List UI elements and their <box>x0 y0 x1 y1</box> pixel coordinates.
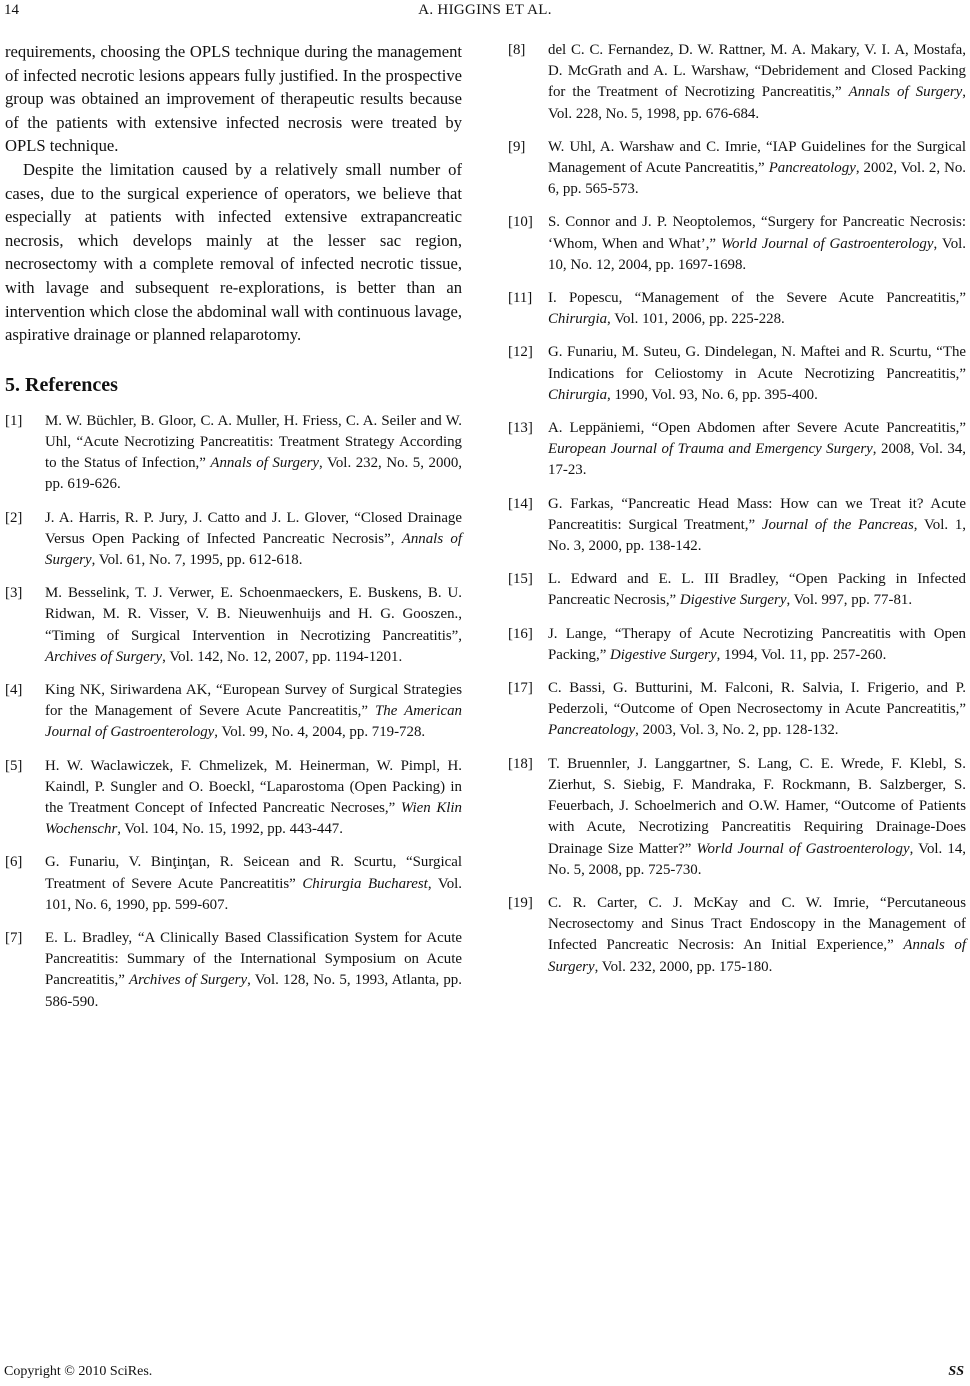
reference-item <box>508 569 966 611</box>
journal-title: Archives of Surgery <box>45 648 163 665</box>
reference-text: King NK, Siriwardena AK, “European Survey of Surgical Strategies for the Management of Severe Acute Pancreatitis,” The American Journal of Gastroenterology, Vol. 99, No. 4, 2004, pp. 719-728. <box>45 681 462 741</box>
reference-number: [18] <box>508 755 533 772</box>
reference-text: G. Farkas, “Pancreatic Head Mass: How can we Treat it? Acute Pancreatitis: Surgical Treatment,” Journal of the Pancreas, Vol. 1, No. 3, 2000, pp. 138-142. <box>548 495 966 555</box>
reference-item <box>508 137 966 201</box>
journal-title: Chirurgia Bucharest <box>302 875 428 892</box>
page-number: 14 <box>4 2 19 18</box>
reference-text: G. Funariu, V. Binţinţan, R. Seicean and R. Scurtu, “Surgical Treatment of Severe Acute Pancreatitis” Chirurgia Bucharest, Vol. 101, No. 6, 1990, pp. 599-607. <box>45 854 462 913</box>
journal-title: Journal of the Pancreas <box>761 516 914 533</box>
reference-text: del C. C. Fernandez, D. W. Rattner, M. A. Makary, V. I. A, Mostafa, D. McGrath and A. L. Warshaw, “Debridement and Closed Packing for the Treatment of Necrotizing Pancreatitis,” Annals of Surgery, Vol. 228, No. 5, 1998, pp. 676-684. <box>548 42 966 122</box>
reference-number: [13] <box>508 420 533 437</box>
reference-number: [1] <box>5 412 23 429</box>
journal-title: World Journal of Gastroenterology <box>720 235 934 252</box>
journal-title: Wien Klin Wochenschr <box>45 799 462 838</box>
reference-text: A. Leppäniemi, “Open Abdomen after Severe Acute Pancreatitis,” European Journal of Trauma and Emergency Surgery, 2008, Vol. 34, 17-23. <box>548 420 966 479</box>
journal-abbreviation: SS <box>948 1364 964 1379</box>
reference-item <box>508 342 966 406</box>
reference-item <box>508 40 966 125</box>
reference-item <box>5 508 462 572</box>
reference-item <box>5 928 462 1013</box>
journal-title: Archives of Surgery <box>128 972 248 989</box>
reference-number: [10] <box>508 214 533 231</box>
reference-item <box>5 680 462 744</box>
reference-item <box>508 754 966 881</box>
reference-number: [17] <box>508 680 533 697</box>
journal-title: Chirurgia <box>548 311 608 328</box>
journal-title: World Journal of Gastroenterology <box>696 840 910 857</box>
reference-number: [7] <box>5 929 23 946</box>
reference-item <box>508 893 966 978</box>
body-paragraph: Despite the limitation caused by a relatively small number of cases, due to the surgical experience of operators, we believe that especially at patients with infected extensive extrapancreatic necrosis, which develops mainly at the lesser sac region, necrosectomy with a complete removal of infected necrotic tissue, with lavage and subsequent re-explorations, is better than an intervention which close the abdominal wall with continuous lavage, aspirative drainage or planned relaparotomy. <box>5 159 462 345</box>
reference-item <box>508 624 966 666</box>
page-header <box>0 0 970 26</box>
reference-number: [16] <box>508 625 533 642</box>
reference-text: G. Funariu, M. Suteu, G. Dindelegan, N. Maftei and R. Scurtu, “The Indications for Celiostomy in Acute Necrotizing Pancreatitis,” Chirurgia, 1990, Vol. 93, No. 6, pp. 395-400. <box>548 344 966 403</box>
reference-number: [11] <box>508 290 533 307</box>
reference-number: [3] <box>5 585 23 602</box>
reference-number: [2] <box>5 509 23 526</box>
reference-item <box>5 583 462 668</box>
reference-item <box>508 494 966 558</box>
reference-text: H. W. Waclawiczek, F. Chmelizek, M. Heinerman, W. Pimpl, H. Kaindl, P. Sungler and O. Boeckl, “Laparostoma (Open Packing) in the Treatment Concept of Infected Pancreatic Necroses,” Wien Klin Wochenschr, Vol. 104, No. 15, 1992, pp. 443-447. <box>45 757 462 838</box>
journal-title: Chirurgia <box>548 386 608 403</box>
reference-text: S. Connor and J. P. Neoptolemos, “Surgery for Pancreatic Necrosis: ‘Whom, When and What’,” World Journal of Gastroenterology, Vol. 10, No. 12, 2004, pp. 1697-1698. <box>548 214 967 273</box>
reference-number: [12] <box>508 344 533 361</box>
reference-number: [19] <box>508 894 533 911</box>
body-paragraph: requirements, choosing the OPLS technique during the management of infected necrotic lesions appears fully justified. In the prospective group was obtained an improvement of therapeutic results because of the patients with extensive infected necrosis were treated by OPLS technique. <box>5 42 462 156</box>
reference-number: [14] <box>508 495 533 512</box>
journal-title: Annals of Surgery <box>45 530 463 568</box>
copyright-notice: Copyright © 2010 SciRes. <box>4 1364 153 1379</box>
reference-list-left <box>5 411 462 1013</box>
right-column <box>508 40 966 990</box>
reference-list-right <box>508 40 966 978</box>
reference-text: T. Bruennler, J. Langgartner, S. Lang, C. E. Wrede, F. Klebl, S. Zierhut, S. Siebig, F. Mandraka, F. Rockmann, B. Salzberger, S. Feuerbach, J. Schoelmerich and O.W. Hamer, “Outcome of Patients with Acute, Necrotizing Pancreatitis Requiring Drainage-Does Drainage Size Matter?” World Journal of Gastroenterology, Vol. 14, No. 5, 2008, pp. 725-730. <box>548 755 967 878</box>
reference-item <box>5 756 462 841</box>
reference-text: J. Lange, “Therapy of Acute Necrotizing Pancreatitis with Open Packing,” Digestive Surgery, 1994, Vol. 11, pp. 257-260. <box>548 625 966 663</box>
reference-text: W. Uhl, A. Warshaw and C. Imrie, “IAP Guidelines for the Surgical Management of Acute Pancreatitis,” Pancreatology, 2002, Vol. 2, No. 6, pp. 565-573. <box>548 138 967 198</box>
reference-number: [4] <box>5 681 23 698</box>
reference-number: [5] <box>5 757 23 774</box>
reference-item <box>508 212 966 276</box>
running-title: A. HIGGINS ET AL. <box>418 2 552 18</box>
reference-text: L. Edward and E. L. III Bradley, “Open Packing in Infected Pancreatic Necrosis,” Digestive Surgery, Vol. 997, pp. 77-81. <box>548 571 966 609</box>
journal-title: Annals of Surgery <box>210 455 320 472</box>
reference-text: E. L. Bradley, “A Clinically Based Classification System for Acute Pancreatitis: Summary of the International Symposium on Acute Pancreatitis,” Archives of Surgery, Vol. 128, No. 5, 1993, Atlanta, pp. 586-590. <box>45 929 462 1010</box>
section-title: 5. References <box>5 373 118 396</box>
journal-title: Digestive Surgery <box>679 592 787 609</box>
reference-text: J. A. Harris, R. P. Jury, J. Catto and J. L. Glover, “Closed Drainage Versus Open Packing of Infected Pancreatic Necrosis”, Annals of Surgery, Vol. 61, No. 7, 1995, pp. 612-618. <box>45 509 463 568</box>
journal-title: Annals of Surgery <box>848 84 963 101</box>
reference-item <box>508 288 966 330</box>
reference-text: I. Popescu, “Management of the Severe Acute Pancreatitis,” Chirurgia, Vol. 101, 2006, pp. 225-228. <box>548 290 966 328</box>
journal-title: The American Journal of Gastroenterology <box>45 703 462 741</box>
reference-item <box>508 418 966 482</box>
left-column <box>5 40 462 1025</box>
journal-title: Pancreatology <box>768 160 856 177</box>
reference-item <box>508 678 966 742</box>
reference-text: C. Bassi, G. Butturini, M. Falconi, R. Salvia, I. Frigerio, and P. Pederzoli, “Outcome of Open Necrosectomy in Acute Pancreatitis,” Pancreatology, 2003, Vol. 3, No. 2, pp. 128-132. <box>548 680 966 739</box>
reference-number: [15] <box>508 571 533 588</box>
reference-text: C. R. Carter, C. J. McKay and C. W. Imrie, “Percutaneous Necrosectomy and Sinus Tract Endoscopy in the Management of Infected Pancreatic Necrosis: An Initial Experience,” Annals of Surgery, Vol. 232, 2000, pp. 175-180. <box>548 894 967 975</box>
journal-title: Pancreatology <box>548 722 636 739</box>
journal-title: European Journal of Trauma and Emergency Surgery <box>548 441 873 458</box>
journal-title: Digestive Surgery <box>610 646 717 663</box>
reference-text: M. W. Büchler, B. Gloor, C. A. Muller, H. Friess, C. A. Seiler and W. Uhl, “Acute Necrotizing Pancreatitis: Treatment Strategy According to the Status of Infection,” Annals of Surgery, Vol. 232, No. 5, 2000, pp. 619-626. <box>45 412 463 493</box>
reference-number: [8] <box>508 42 526 58</box>
reference-item <box>5 852 462 916</box>
reference-number: [6] <box>5 854 23 871</box>
reference-number: [9] <box>508 138 526 155</box>
reference-text: M. Besselink, T. J. Verwer, E. Schoenmaeckers, E. Buskens, B. U. Ridwan, M. R. Visser, V. B. Nieuwenhuijs and H. G. Gooszen., “Timing of Surgical Intervention in Necrotizing Pancreatitis”, Archives of Surgery, Vol. 142, No. 12, 2007, pp. 1194-1201. <box>45 585 462 665</box>
reference-item <box>5 411 462 496</box>
journal-title: Annals of Surgery <box>548 937 967 975</box>
